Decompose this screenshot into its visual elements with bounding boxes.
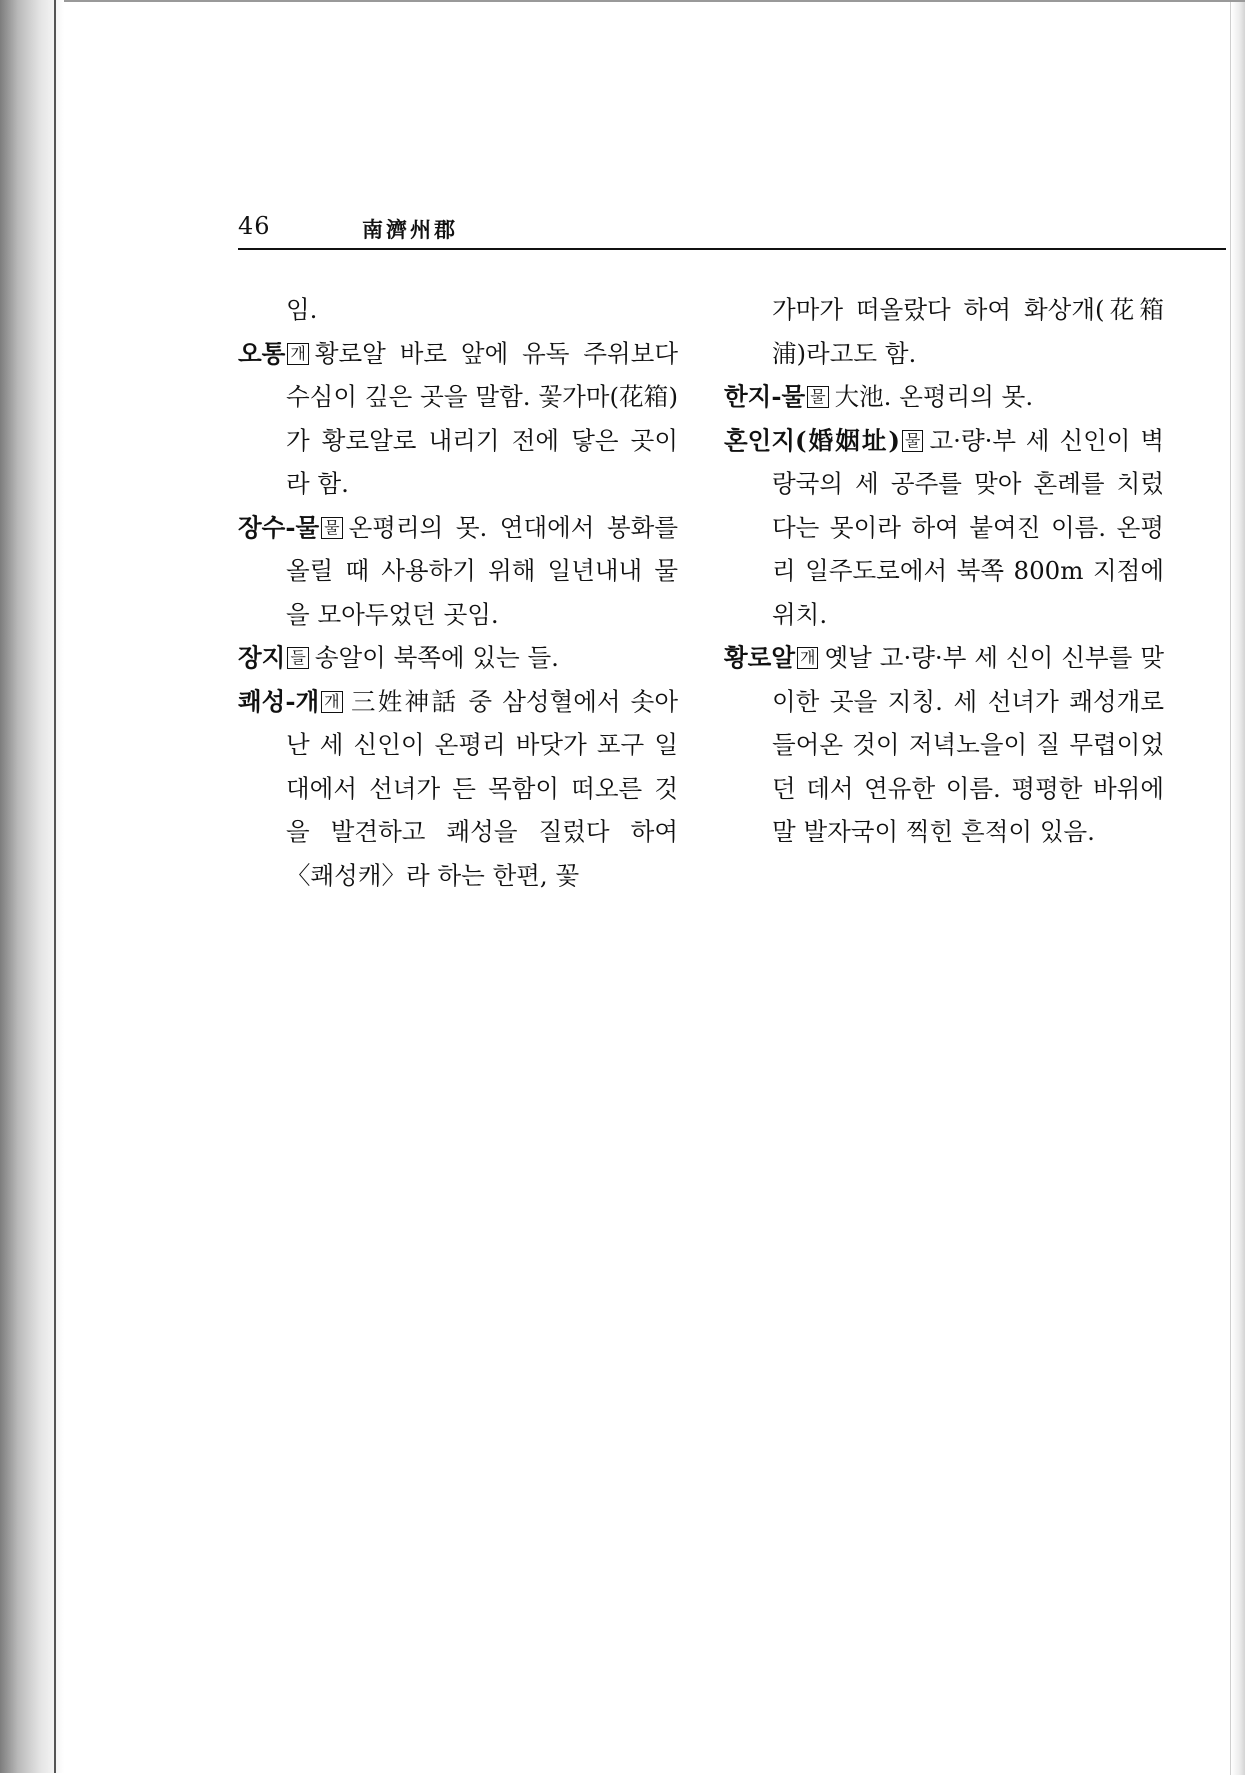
entry-headword: 장수-물 xyxy=(238,512,320,542)
category-tag: 개 xyxy=(797,647,818,669)
entry-definition: 황로알 바로 앞에 유독 주위보다 수심이 깊은 곳을 말함. 꽃가마(花箱)가 황로알로 내리기 전에 닿은 곳이라 함. xyxy=(286,338,678,498)
entry-headword: 쾌성-개 xyxy=(238,686,320,716)
continuation-text: 가마가 떠올랐다 하여 화상개(花箱浦)라고도 함. xyxy=(772,295,1164,368)
entry-jangji xyxy=(238,636,678,680)
entry-jangsu-mul xyxy=(238,506,678,637)
entry-headword: 한지-물 xyxy=(724,382,806,411)
entry-hanji-mul xyxy=(724,375,1164,419)
right-column xyxy=(724,288,1164,854)
entry-headword: 오통 xyxy=(238,338,286,368)
entry-definition: 大池. 온평리의 못. xyxy=(834,382,1034,411)
category-tag: 개 xyxy=(287,343,308,365)
entry-definition: 三姓神話 중 삼성혈에서 솟아난 세 신인이 온평리 바닷가 포구 일대에서 선녀가 든 목함이 떠오른 것을 발견하고 쾌성을 질렀다 하여 〈쾌성캐〉라 하는 한편, 꽃 xyxy=(286,686,678,890)
entry-definition: 고·량·부 세 신인이 벽랑국의 세 공주를 맞아 혼례를 치렀다는 못이라 하여 붙여진 이름. 온평리 일주도로에서 북쪽 800m 지점에 위치. xyxy=(772,425,1164,629)
book-page xyxy=(64,0,1245,1775)
entry-kwaeseong-gae xyxy=(238,680,678,898)
binding-shadow-line xyxy=(54,0,56,1773)
category-tag: 개 xyxy=(321,691,342,713)
page-right-edge xyxy=(1230,2,1245,1775)
entry-honinji xyxy=(724,419,1164,637)
entry-definition: 옛날 고·량·부 세 신이 신부를 맞이한 곳을 지칭. 세 선녀가 쾌성개로 들어온 것이 저녁노을이 질 무렵이었던 데서 연유한 이름. 평평한 바위에 말 발자국이 찍힌 흔적이 있음. xyxy=(772,643,1164,846)
category-tag: 물 xyxy=(807,386,828,408)
entry-definition: 송알이 북쪽에 있는 들. xyxy=(314,643,559,672)
header-rule xyxy=(238,248,1226,250)
entry-otong xyxy=(238,332,678,506)
continuation-text: 임. xyxy=(286,295,318,324)
running-title: 南濟州郡 xyxy=(362,217,458,242)
entry-headword: 혼인지(婚姻址) xyxy=(724,425,901,455)
left-column xyxy=(238,288,678,897)
category-tag: 물 xyxy=(321,517,342,539)
entry-headword: 황로알 xyxy=(724,643,796,672)
entry-definition: 온평리의 못. 연대에서 봉화를 올릴 때 사용하기 위해 일년내내 물을 모아두었던 곳임. xyxy=(286,512,678,629)
entry-headword: 장지 xyxy=(238,643,286,672)
category-tag: 들 xyxy=(287,647,308,669)
entry-hwangroal xyxy=(724,636,1164,854)
category-tag: 물 xyxy=(902,430,923,452)
page-number: 46 xyxy=(238,212,271,240)
